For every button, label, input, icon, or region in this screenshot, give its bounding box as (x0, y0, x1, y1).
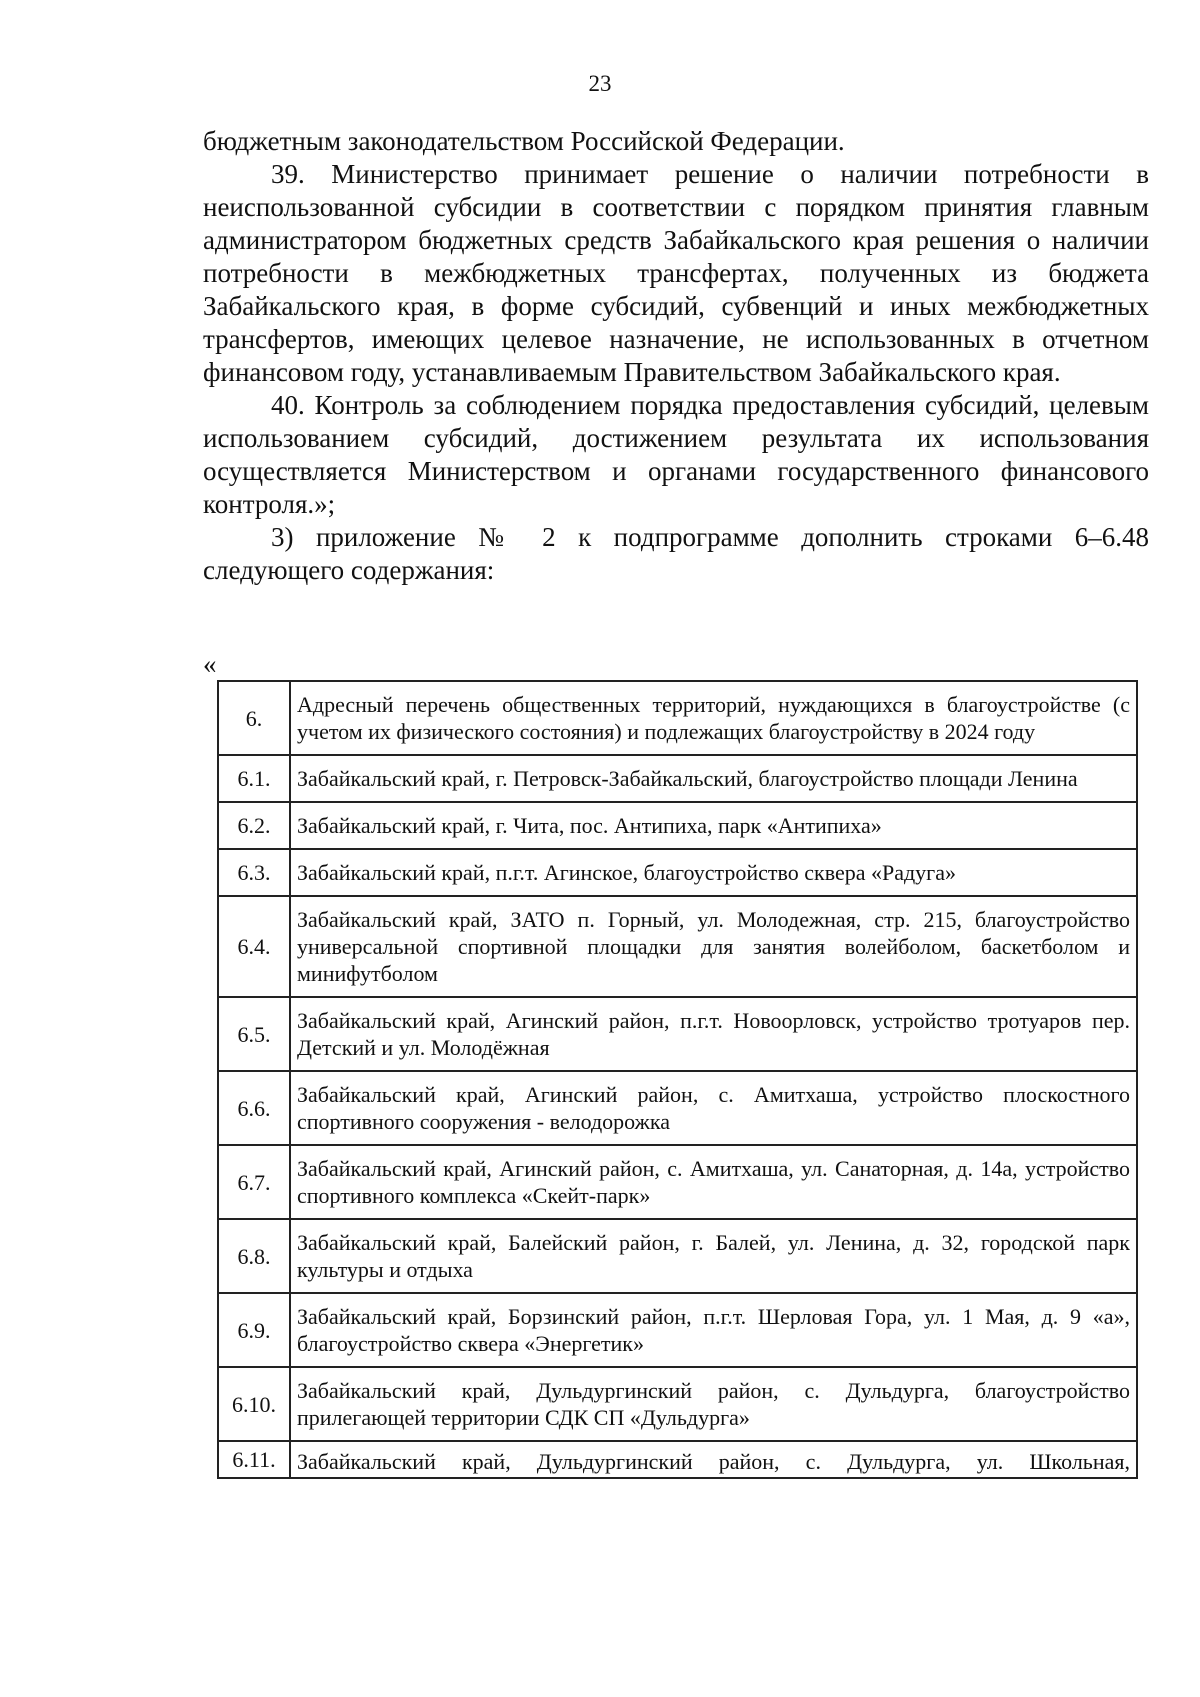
row-number: 6.10. (218, 1367, 290, 1441)
table-row (218, 681, 1137, 755)
row-text: Забайкальский край, Балейский район, г. Балей, ул. Ленина, д. 32, городской парк культуры и отдыха (290, 1219, 1137, 1293)
table-row (218, 755, 1137, 802)
row-number: 6.11. (218, 1441, 290, 1478)
table-row (218, 1219, 1137, 1293)
row-text: Забайкальский край, г. Петровск-Забайкальский, благоустройство площади Ленина (290, 755, 1137, 802)
table-row (218, 1441, 1137, 1478)
row-number: 6.7. (218, 1145, 290, 1219)
paragraph-39: 39. Министерство принимает решение о наличии потребности в неиспользованной субсидии в соответствии с порядком принятия главным администратором бюджетных средств Забайкальского края решения о наличии потребности в межбюджетных трансфертах, полученных из бюджета Забайкальского края, в форме субсидий, субвенций и иных межбюджетных трансфертов, имеющих целевое назначение, не использованных в отчетном финансовом году, устанавливаемым Правительством Забайкальского края. (203, 159, 1149, 387)
table-row (218, 849, 1137, 896)
territory-list-table (217, 680, 1138, 1479)
document-body (203, 125, 1149, 587)
row-number: 6. (218, 681, 290, 755)
table-row (218, 1293, 1137, 1367)
table-row (218, 896, 1137, 997)
page-number: 23 (588, 71, 612, 96)
table-row (218, 1367, 1137, 1441)
row-number: 6.3. (218, 849, 290, 896)
table-row (218, 997, 1137, 1071)
row-number: 6.2. (218, 802, 290, 849)
opening-quote: « (203, 649, 217, 679)
row-number: 6.8. (218, 1219, 290, 1293)
row-number: 6.4. (218, 896, 290, 997)
row-text: Забайкальский край, Агинский район, с. Амитхаша, устройство плоскостного спортивного сооружения - велодорожка (290, 1071, 1137, 1145)
row-text: Забайкальский край, Агинский район, п.г.т. Новоорловск, устройство тротуаров пер. Детский и ул. Молодёжная (290, 997, 1137, 1071)
row-text: Забайкальский край, п.г.т. Агинское, благоустройство сквера «Радуга» (290, 849, 1137, 896)
table-row (218, 802, 1137, 849)
row-text: Адресный перечень общественных территорий, нуждающихся в благоустройстве (с учетом их физического состояния) и подлежащих благоустройству в 2024 году (290, 681, 1137, 755)
row-text: Забайкальский край, ЗАТО п. Горный, ул. Молодежная, стр. 215, благоустройство универсальной спортивной площадки для занятия волейболом, баскетболом и минифутболом (290, 896, 1137, 997)
row-number: 6.6. (218, 1071, 290, 1145)
paragraph-40: 40. Контроль за соблюдением порядка предоставления субсидий, целевым использованием субсидий, достижением результата их использования осуществляется Министерством и органами государственного финансового контроля.»; (203, 390, 1149, 519)
row-text: Забайкальский край, Агинский район, с. Амитхаша, ул. Санаторная, д. 14а, устройство спортивного комплекса «Скейт-парк» (290, 1145, 1137, 1219)
paragraph-item-3: 3) приложение № 2 к подпрограмме дополнить строками 6–6.48 следующего содержания: (203, 522, 1149, 585)
row-text: Забайкальский край, Борзинский район, п.г.т. Шерловая Гора, ул. 1 Мая, д. 9 «а», благоустройство сквера «Энергетик» (290, 1293, 1137, 1367)
table-row (218, 1145, 1137, 1219)
row-number: 6.1. (218, 755, 290, 802)
table-row (218, 1071, 1137, 1145)
row-text: Забайкальский край, Дульдургинский район, с. Дульдурга, ул. Школьная, (290, 1441, 1137, 1478)
row-text: Забайкальский край, г. Чита, пос. Антипиха, парк «Антипиха» (290, 802, 1137, 849)
row-number: 6.5. (218, 997, 290, 1071)
row-number: 6.9. (218, 1293, 290, 1367)
row-text: Забайкальский край, Дульдургинский район, с. Дульдурга, благоустройство прилегающей территории СДК СП «Дульдурга» (290, 1367, 1137, 1441)
paragraph-continuation: бюджетным законодательством Российской Федерации. (203, 126, 845, 156)
